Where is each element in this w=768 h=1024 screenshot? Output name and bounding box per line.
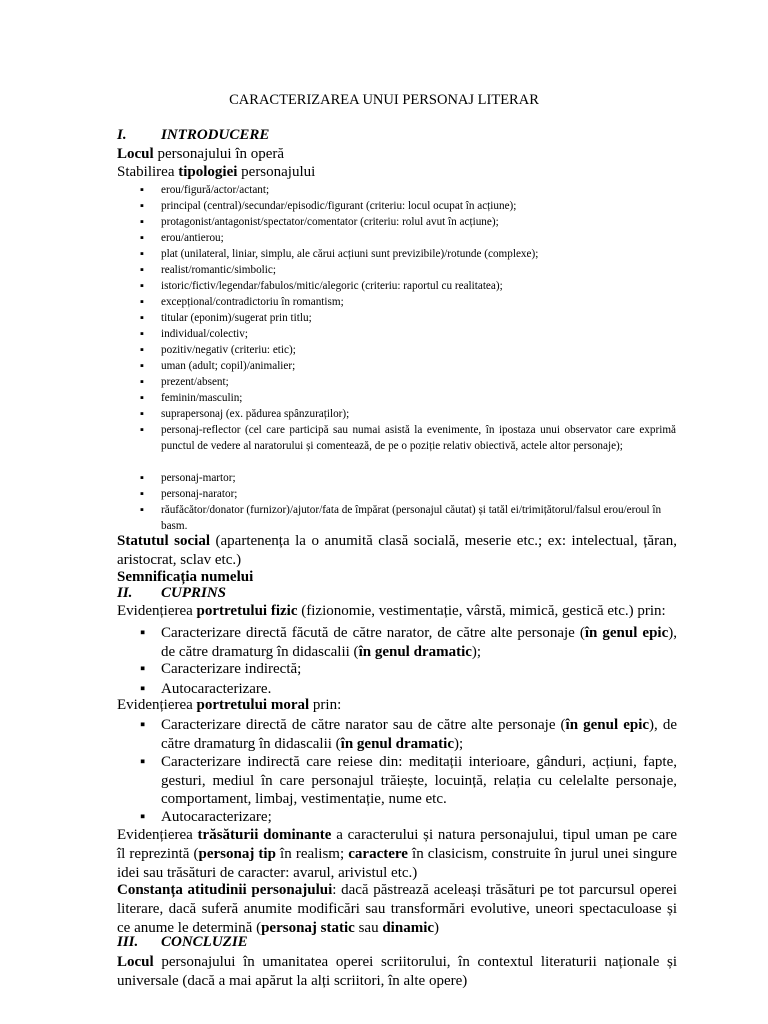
type-item: ▪ istoric/fictiv/legendar/fabulos/mitic/alegoric (criteriu: raportul cu realitatea);: [140, 280, 503, 292]
type-item: ▪ prezent/absent;: [140, 376, 229, 388]
type-item: ▪ personaj-reflector (cel care participă sau numai asistă la evenimente, în ipostaza unui observator care exprimă punctul de vedere al naratorului și comentează, de pe o poziție relativ obiectivă, actele altor personaje);: [140, 424, 676, 452]
bullet: ▪: [140, 472, 144, 484]
bullet: ▪: [140, 296, 144, 308]
fizic-item: ▪ Caracterizare indirectă;: [140, 661, 302, 677]
type-item: ▪ realist/romantic/simbolic;: [140, 264, 276, 276]
portret-fizic-intro: Evidențierea portretului fizic (fizionomie, vestimentație, vârstă, mimică, gestică etc.) prin:: [117, 603, 666, 619]
bullet: ▪: [140, 809, 146, 825]
type-item: ▪ erou/figură/actor/actant;: [140, 184, 270, 196]
type-item: ▪ protagonist/antagonist/spectator/comentator (criteriu: rolul avut în acțiune);: [140, 216, 499, 228]
type-item: ▪ feminin/masculin;: [140, 392, 243, 404]
bullet: ▪: [140, 280, 144, 292]
bullet: ▪: [140, 488, 144, 500]
bold-term: portretului fizic: [196, 603, 298, 619]
section-heading-cuprins: [117, 585, 226, 602]
moral-item: ▪ Caracterizare directă de către narator sau de către alte personaje (în genul epic), de către dramaturg în didascalii (în genul dramatic);: [140, 717, 677, 752]
fizic-item: ▪ Caracterizare directă făcută de către narator, de către alte personaje (în genul epic), de către dramaturg în didascalii (în genul dramatic);: [140, 625, 677, 660]
bullet: ▪: [140, 504, 144, 516]
document-title: CARACTERIZAREA UNUI PERSONAJ LITERAR: [229, 92, 539, 108]
statutul-social-paragraph: Statutul social (apartenența la o anumită clasă socială, meserie etc.; ex: intelectual, țăran, aristocrat, sclav etc.): [117, 533, 677, 568]
type-item: ▪ plat (unilateral, liniar, simplu, ale cărui acțiuni sunt previzibile)/rotunde (complexe);: [140, 248, 539, 260]
moral-item: ▪ Caracterizare indirectă care reiese din: meditații interioare, gânduri, acțiuni, fapte, gesturi, mediul în care personajul trăiește, locuință, relația cu celelalte personaje, comportament, limbaj, vestimentație, nume etc.: [140, 754, 677, 807]
bold-term: portretului moral: [196, 697, 310, 713]
bullet: ▪: [140, 408, 144, 420]
type-item: ▪ personaj-martor;: [140, 472, 236, 484]
portret-moral-intro: Evidențierea portretului moral prin:: [117, 697, 342, 713]
type-item: ▪ uman (adult; copil)/animalier;: [140, 360, 296, 372]
type-item: ▪ individual/colectiv;: [140, 328, 248, 340]
bold-term: Locul: [117, 146, 154, 162]
bullet: ▪: [140, 754, 146, 770]
section-number: I.: [117, 127, 127, 143]
locul-line: Locul personajului în operă: [117, 146, 285, 162]
bold-term: Locul: [117, 954, 154, 970]
type-item: ▪ răufăcător/donator (furnizor)/ajutor/fata de împărat (personajul căutat) și tatăl ei/trimițătorul/falsul erou/eroul în basm.: [140, 504, 662, 532]
bullet: ▪: [140, 360, 144, 372]
section-title: CONCLUZIE: [161, 934, 248, 950]
concluzie-paragraph: Locul personajului în umanitatea operei scriitorului, în contextul literaturii naționale și universale (dacă a mai apărut la alți scriitori, în alte opere): [117, 954, 677, 989]
section-title: INTRODUCERE: [161, 127, 270, 143]
bullet: ▪: [140, 184, 144, 196]
type-item: ▪ principal (central)/secundar/episodic/figurant (criteriu: locul ocupat în acțiune);: [140, 200, 517, 212]
semnificatia-numelui: Semnificația numelui: [117, 569, 254, 585]
bullet: ▪: [140, 248, 144, 260]
bullet: ▪: [140, 264, 144, 276]
section-title: CUPRINS: [161, 585, 227, 601]
stabilirea-line: Stabilirea tipologiei personajului: [117, 164, 316, 180]
bullet: ▪: [140, 717, 146, 733]
type-item: ▪ suprapersonaj (ex. pădurea spânzuraților);: [140, 408, 350, 420]
bold-term: Statutul social: [117, 533, 211, 549]
section-heading-concluzie: [117, 934, 248, 951]
trasatura-dominanta-paragraph: Evidențierea trăsăturii dominante a caracterului și natura personajului, tipul uman pe care îl reprezintă (personaj tip în realism; caractere în clasicism, construite în jurul unei singure idei sau trăsături de caracter: avarul, arivistul etc.): [117, 827, 677, 881]
bold-term: tipologiei: [178, 164, 238, 180]
bullet: ▪: [140, 232, 144, 244]
bullet: ▪: [140, 328, 144, 340]
section-number: III.: [117, 934, 139, 950]
constanta-atitudinii-paragraph: Constanța atitudinii personajului: dacă păstrează aceleași trăsături pe tot parcursul operei literare, dacă suferă anumite modificări sau transformări evolutive, uneori spectaculoase și ce anume le determină (personaj static sau dinamic): [117, 882, 677, 936]
section-number: II.: [117, 585, 133, 601]
bullet: ▪: [140, 392, 144, 404]
section-heading-introducere: [117, 127, 269, 144]
moral-item: ▪ Autocaracterizare;: [140, 809, 272, 825]
bullet: ▪: [140, 376, 144, 388]
type-item: ▪ excepțional/contradictoriu în romantism;: [140, 296, 344, 308]
type-item: ▪ pozitiv/negativ (criteriu: etic);: [140, 344, 296, 356]
bullet: ▪: [140, 344, 144, 356]
type-item: ▪ erou/antierou;: [140, 232, 224, 244]
bullet: ▪: [140, 200, 144, 212]
bullet: ▪: [140, 216, 144, 228]
type-item: ▪ titular (eponim)/sugerat prin titlu;: [140, 312, 312, 324]
fizic-item: ▪ Autocaracterizare.: [140, 681, 272, 697]
type-item: ▪ personaj-narator;: [140, 488, 238, 500]
bullet: ▪: [140, 681, 146, 697]
bullet: ▪: [140, 661, 146, 677]
bullet: ▪: [140, 312, 144, 324]
bullet: ▪: [140, 424, 144, 436]
bullet: ▪: [140, 625, 146, 641]
